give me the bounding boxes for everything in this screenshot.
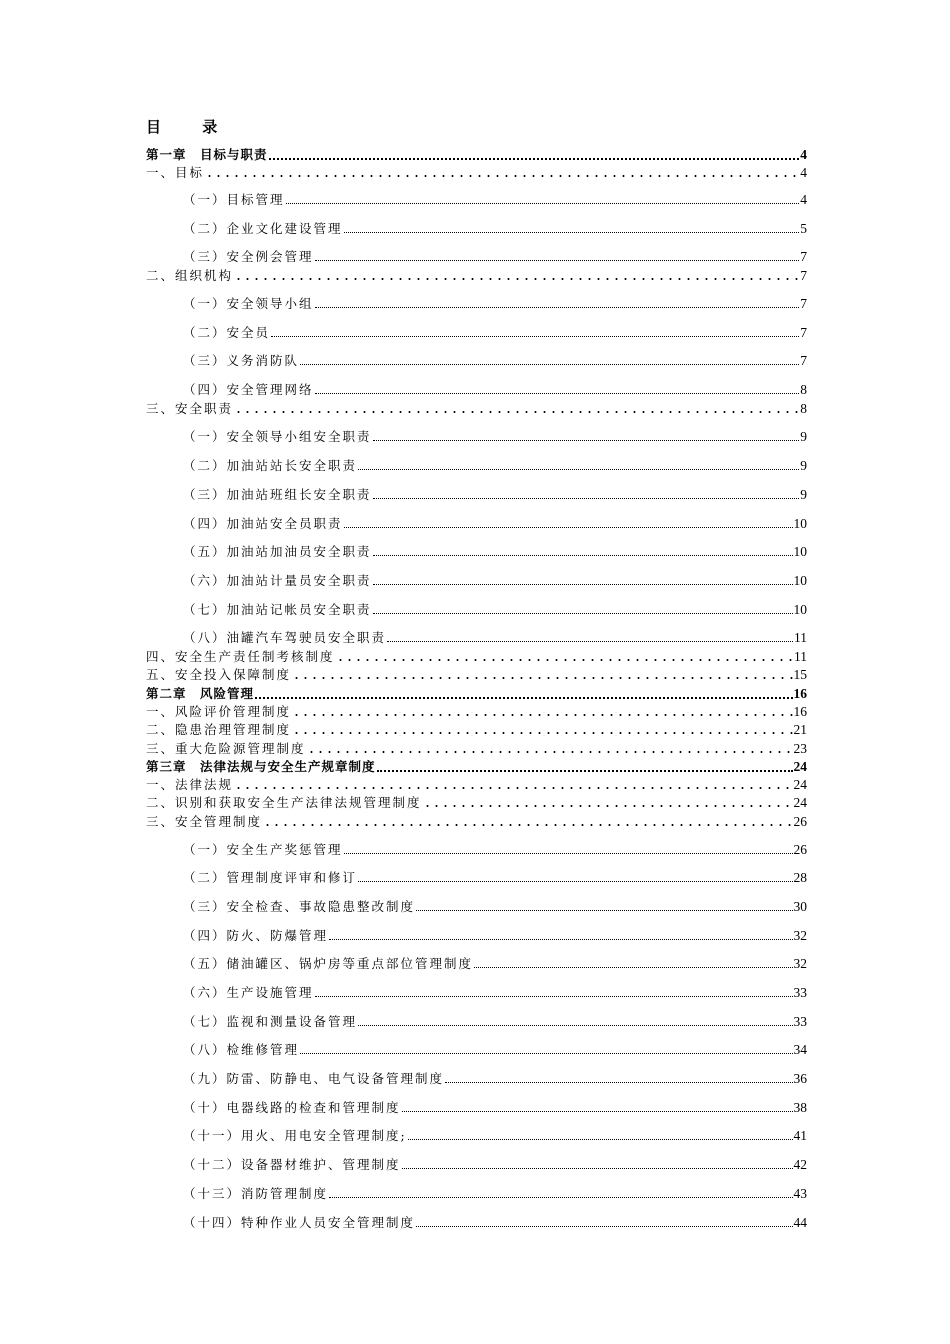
dot-leader — [255, 697, 792, 699]
dot-leader — [358, 881, 792, 882]
toc-entry-title: （三）义务消防队 — [183, 353, 300, 368]
dot-leader — [344, 232, 800, 233]
toc-entry-title: （四）防火、防爆管理 — [183, 928, 329, 943]
dot-leader — [387, 641, 793, 642]
toc-entry-title: （一）安全领导小组 — [183, 296, 314, 311]
toc-entry-page-number: 16 — [793, 704, 807, 719]
toc-entry-title: （二）管理制度评审和修订 — [183, 870, 358, 885]
toc-entry[interactable] — [183, 514, 807, 532]
toc-entry[interactable] — [183, 351, 807, 369]
toc-entry[interactable] — [183, 294, 807, 312]
dot-leader — [402, 1168, 793, 1169]
toc-entry-title: （六）加油站计量员安全职责 — [183, 573, 372, 588]
dot-leader — [292, 725, 792, 735]
toc-entry-page-number: 24 — [793, 795, 807, 810]
toc-entry[interactable] — [183, 190, 807, 208]
toc-title: 目 录 — [146, 118, 236, 136]
dot-leader — [315, 996, 793, 997]
dot-leader — [423, 798, 793, 808]
toc-entry-title: （七）加油站记帐员安全职责 — [183, 602, 372, 617]
toc-entry[interactable] — [183, 868, 807, 886]
toc-entry-title: 二、识别和获取安全生产法律法规管理制度 — [146, 795, 422, 810]
dot-leader — [315, 260, 800, 261]
toc-entry-title: 一、目标 — [146, 165, 205, 180]
toc-entry[interactable] — [183, 380, 807, 398]
toc-entry-title: （八）检维修管理 — [183, 1042, 300, 1057]
dot-leader — [336, 652, 793, 662]
toc-entry[interactable] — [146, 793, 807, 811]
dot-leader — [269, 158, 800, 160]
dot-leader — [416, 910, 792, 911]
toc-entry-title: （十三）消防管理制度 — [183, 1186, 329, 1201]
toc-entry[interactable] — [146, 757, 807, 775]
toc-entry-page-number: 24 — [793, 777, 807, 792]
toc-entry-title: 第一章 目标与职责 — [146, 147, 268, 162]
toc-entry-page-number: 26 — [793, 814, 807, 829]
toc-entry[interactable] — [183, 897, 807, 915]
toc-entry[interactable] — [183, 840, 807, 858]
toc-entry[interactable] — [146, 702, 807, 720]
toc-entry[interactable] — [183, 1069, 807, 1087]
toc-entry-title: 三、安全管理制度 — [146, 814, 263, 829]
toc-entry[interactable] — [146, 739, 807, 757]
toc-entry[interactable] — [146, 812, 807, 830]
dot-leader — [234, 271, 799, 281]
toc-entry[interactable] — [146, 266, 807, 284]
toc-entry-page-number: 24 — [793, 759, 807, 774]
dot-leader — [300, 364, 799, 365]
dot-leader — [373, 498, 800, 499]
toc-entry-title: （十一）用火、用电安全管理制度; — [183, 1128, 407, 1143]
toc-entry-page-number: 26 — [793, 842, 807, 857]
dot-leader — [292, 670, 792, 680]
toc-entry-page-number: 9 — [800, 458, 807, 473]
dot-leader — [373, 555, 793, 556]
toc-entry-page-number: 41 — [793, 1128, 807, 1143]
dot-leader — [234, 404, 799, 414]
toc-entry[interactable] — [146, 720, 807, 738]
toc-entry-title: （七）监视和测量设备管理 — [183, 1014, 358, 1029]
dot-leader — [445, 1082, 792, 1083]
toc-entry[interactable] — [183, 485, 807, 503]
toc-entry-title: 三、重大危险源管理制度 — [146, 741, 306, 756]
toc-entry-title: 二、隐患治理管理制度 — [146, 722, 292, 737]
toc-entry-page-number: 10 — [793, 544, 807, 559]
toc-entry-title: （十）电器线路的检查和管理制度 — [183, 1100, 401, 1115]
toc-entry-page-number: 4 — [800, 192, 807, 207]
toc-entry[interactable] — [146, 163, 807, 181]
dot-leader — [373, 613, 793, 614]
toc-entry-title: （二）企业文化建设管理 — [183, 221, 343, 236]
toc-entry-page-number: 7 — [800, 353, 807, 368]
toc-entry-page-number: 36 — [793, 1071, 807, 1086]
toc-entry[interactable] — [183, 323, 807, 341]
dot-leader — [205, 168, 799, 178]
toc-entry-title: （一）安全领导小组安全职责 — [183, 429, 372, 444]
toc-entry-page-number: 4 — [800, 165, 807, 180]
toc-entry[interactable] — [146, 145, 807, 163]
toc-entry-page-number: 38 — [793, 1100, 807, 1115]
toc-entry-page-number: 21 — [793, 722, 807, 737]
dot-leader — [402, 1111, 793, 1112]
toc-entry[interactable] — [183, 1098, 807, 1116]
toc-entry-title: 一、风险评价管理制度 — [146, 704, 292, 719]
dot-leader — [300, 1053, 792, 1054]
toc-entry-page-number: 32 — [793, 928, 807, 943]
toc-entry-page-number: 7 — [800, 325, 807, 340]
toc-entry-title: （十四）特种作业人员安全管理制度 — [183, 1215, 416, 1230]
dot-leader — [263, 817, 792, 827]
toc-entry-page-number: 28 — [793, 870, 807, 885]
dot-leader — [344, 853, 793, 854]
toc-entry-page-number: 32 — [793, 956, 807, 971]
toc-entry[interactable] — [183, 219, 807, 237]
toc-entry-title: 二、组织机构 — [146, 268, 234, 283]
toc-entry-title: （三）安全例会管理 — [183, 249, 314, 264]
toc-entry[interactable] — [183, 600, 807, 618]
toc-entry-page-number: 7 — [800, 296, 807, 311]
toc-entry-page-number: 8 — [800, 382, 807, 397]
dot-leader — [271, 336, 799, 337]
toc-entry-title: （五）储油罐区、锅炉房等重点部位管理制度 — [183, 956, 474, 971]
toc-entry[interactable] — [146, 399, 807, 417]
toc-entry-title: （四）安全管理网络 — [183, 382, 314, 397]
toc-entry-page-number: 10 — [793, 516, 807, 531]
toc-entry-page-number: 10 — [793, 573, 807, 588]
toc-entry-page-number: 33 — [793, 1014, 807, 1029]
toc-entry[interactable] — [183, 542, 807, 560]
toc-entry[interactable] — [183, 983, 807, 1001]
dot-leader — [234, 780, 792, 790]
dot-leader — [474, 967, 792, 968]
toc-entry-page-number: 7 — [800, 249, 807, 264]
toc-entry[interactable] — [183, 1126, 807, 1144]
toc-entry-title: 三、安全职责 — [146, 401, 234, 416]
toc-entry-title: 四、安全生产责任制考核制度 — [146, 649, 335, 664]
toc-entry[interactable] — [183, 1184, 807, 1202]
toc-entry-title: （六）生产设施管理 — [183, 985, 314, 1000]
dot-leader — [358, 1025, 792, 1026]
dot-leader — [344, 527, 793, 528]
toc-entry[interactable] — [146, 684, 807, 702]
toc-entry-title: （二）安全员 — [183, 325, 271, 340]
dot-leader — [329, 939, 792, 940]
toc-entry-page-number: 5 — [800, 221, 807, 236]
toc-entry-title: 五、安全投入保障制度 — [146, 667, 292, 682]
toc-entry-title: （十二）设备器材维护、管理制度 — [183, 1157, 401, 1172]
toc-entry-title: （三）安全检查、事故隐患整改制度 — [183, 899, 416, 914]
toc-entry-page-number: 30 — [793, 899, 807, 914]
toc-entry[interactable] — [183, 456, 807, 474]
toc-entry-title: 第二章 风险管理 — [146, 686, 255, 701]
toc-entry-title: （四）加油站安全员职责 — [183, 516, 343, 531]
toc-entry-page-number: 23 — [793, 741, 807, 756]
toc-entry[interactable] — [183, 1040, 807, 1058]
toc-entry[interactable] — [183, 926, 807, 944]
dot-leader — [358, 469, 799, 470]
toc-entry[interactable] — [183, 247, 807, 265]
toc-entry[interactable] — [183, 571, 807, 589]
dot-leader — [377, 770, 793, 772]
toc-entry[interactable] — [183, 427, 807, 445]
toc-entry-title: （八）油罐汽车驾驶员安全职责 — [183, 630, 387, 645]
dot-leader — [315, 307, 800, 308]
toc-entry-title: 一、法律法规 — [146, 777, 234, 792]
toc-entry-page-number: 8 — [800, 401, 807, 416]
toc-entry[interactable] — [183, 1213, 807, 1231]
toc-entry[interactable] — [183, 954, 807, 972]
toc-entry-title: 第三章 法律法规与安全生产规章制度 — [146, 759, 376, 774]
toc-entry-page-number: 16 — [793, 686, 807, 701]
toc-entry-title: （二）加油站站长安全职责 — [183, 458, 358, 473]
toc-entry[interactable] — [183, 1012, 807, 1030]
toc-entry-page-number: 15 — [793, 667, 807, 682]
dot-leader — [329, 1197, 792, 1198]
dot-leader — [373, 440, 800, 441]
toc-entry[interactable] — [146, 647, 807, 665]
toc-entry-page-number: 34 — [793, 1042, 807, 1057]
dot-leader — [408, 1139, 793, 1140]
toc-entry-page-number: 43 — [793, 1186, 807, 1201]
toc-entry-page-number: 42 — [793, 1157, 807, 1172]
toc-entry-page-number: 33 — [793, 985, 807, 1000]
dot-leader — [373, 584, 793, 585]
toc-entry-title: （五）加油站加油员安全职责 — [183, 544, 372, 559]
toc-entry-title: （三）加油站班组长安全职责 — [183, 487, 372, 502]
dot-leader — [315, 393, 800, 394]
toc-entry[interactable] — [183, 1155, 807, 1173]
toc-entry[interactable] — [146, 665, 807, 683]
toc-entry-page-number: 7 — [800, 268, 807, 283]
toc-entry-page-number: 11 — [794, 649, 807, 664]
toc-entry-page-number: 10 — [793, 602, 807, 617]
toc-entry-page-number: 9 — [800, 429, 807, 444]
dot-leader — [416, 1226, 792, 1227]
toc-entry-page-number: 9 — [800, 487, 807, 502]
toc-entry-page-number: 4 — [800, 147, 807, 162]
toc-entry-title: （九）防雷、防静电、电气设备管理制度 — [183, 1071, 445, 1086]
toc-entry-page-number: 11 — [794, 630, 807, 645]
toc-entry[interactable] — [146, 775, 807, 793]
toc-entry-title: （一）目标管理 — [183, 192, 285, 207]
dot-leader — [286, 203, 800, 204]
toc-entry-page-number: 44 — [793, 1215, 807, 1230]
toc-entry[interactable] — [183, 628, 807, 646]
dot-leader — [292, 707, 792, 717]
toc-entry-title: （一）安全生产奖惩管理 — [183, 842, 343, 857]
dot-leader — [307, 744, 793, 754]
